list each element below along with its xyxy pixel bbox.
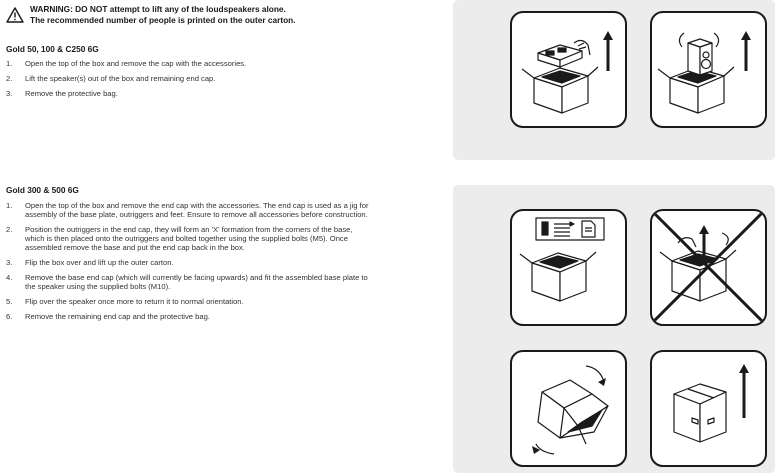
- list-item: 4. Remove the base end cap (which will currently be facing upwards) and fit the assembled base plate to the speaker using the supplied bolts (M10).: [6, 273, 368, 291]
- illustration-remove-cap: [510, 11, 627, 128]
- list-item: 2. Position the outriggers in the end cap, they will form an 'X' formation from the corners of the base, which is then placed onto the outriggers and bolted together using the supplied bolts (M5). Once assembled remove the base and put the end cap back in the box.: [6, 225, 353, 252]
- section-1-heading: Gold 50, 100 & C250 6G: [6, 44, 99, 54]
- illustration-lift-carton: [650, 350, 767, 467]
- illustration-panel-1: [453, 0, 775, 160]
- warning-triangle-icon: [6, 7, 24, 23]
- section-2-heading: Gold 300 & 500 6G: [6, 185, 79, 195]
- warning-text: [30, 4, 296, 25]
- section-1-steps: [6, 59, 306, 104]
- list-item: 3. Flip the box over and lift up the outer carton.: [6, 258, 174, 267]
- warning-line-1: WARNING: DO NOT attempt to lift any of the loudspeakers alone.: [30, 4, 286, 14]
- list-item: 6. Remove the remaining end cap and the protective bag.: [6, 312, 210, 321]
- warning-line-2: The recommended number of people is printed on the outer carton.: [30, 14, 296, 25]
- list-item: 3. Remove the protective bag.: [6, 89, 118, 98]
- illustration-remove-accessories: [510, 209, 627, 326]
- list-item: 1. Open the top of the box and remove the cap with the accessories.: [6, 59, 247, 68]
- illustration-panel-2: [453, 185, 775, 473]
- list-item: 5. Flip over the speaker once more to return it to normal orientation.: [6, 297, 244, 306]
- illustration-flip-box: [510, 350, 627, 467]
- list-item: 2. Lift the speaker(s) out of the box and remaining end cap.: [6, 74, 216, 83]
- section-2-steps: [6, 201, 371, 327]
- warning-notice: [6, 4, 336, 26]
- illustration-lift-speaker: [650, 11, 767, 128]
- list-item: 1. Open the top of the box and remove the end cap with the accessories. The end cap is used as a jig for assembly of the base plate, outriggers and feet. Ensure to remove all accessories before construction.: [6, 201, 369, 219]
- illustration-do-not-lift: [650, 209, 767, 326]
